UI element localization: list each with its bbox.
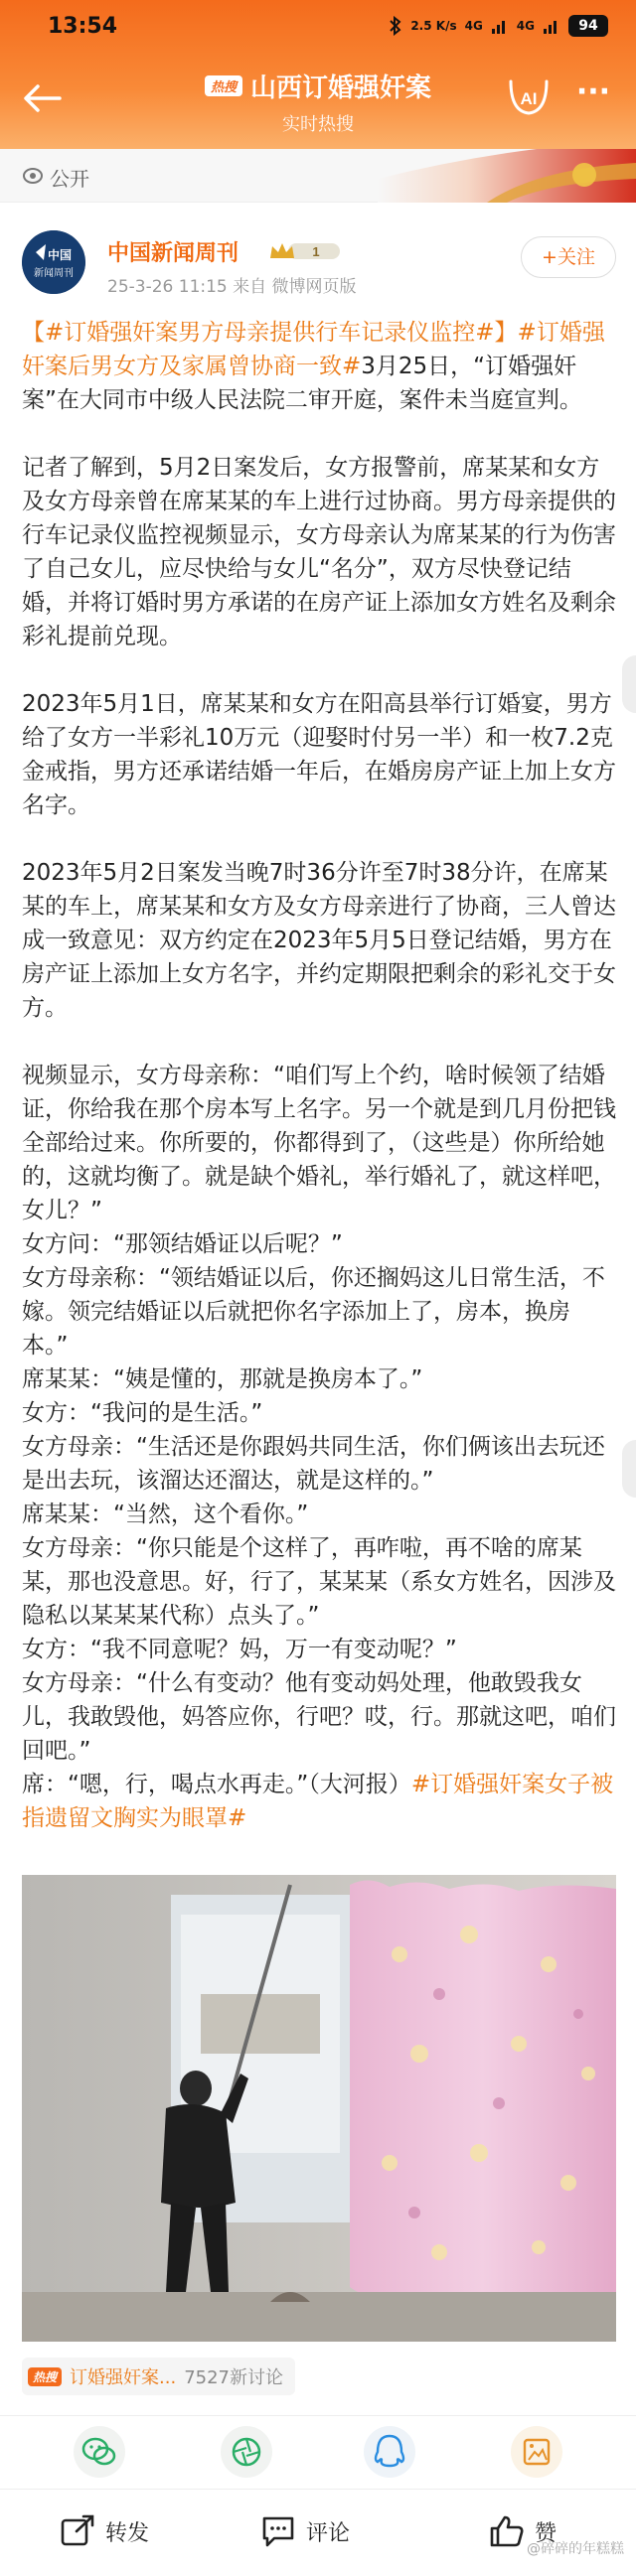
dialogue-line: 女方问：“那领结婚证以后呢？” bbox=[22, 1231, 343, 1257]
photo-illustration bbox=[22, 1875, 616, 2342]
topic-discussion-count: 7527新讨论 bbox=[184, 2367, 283, 2388]
post-meta: 25-3-26 11:15 来自 微博网页版 bbox=[107, 277, 357, 297]
watermark: @碎碎的年糕糕 bbox=[527, 2541, 624, 2557]
topic-title: 订婚强奸案... bbox=[70, 2367, 177, 2388]
signal-bars-icon-2 bbox=[543, 17, 560, 35]
dialogue-line: 女方：“我问的是生活。” bbox=[22, 1400, 263, 1426]
dialogue-line: 女方母亲：“什么有变动？他有变动妈处理，他敢毁我女儿，我敢毁他，妈答应你，行吧？哎，行。那就这吧，咱们回吧。” bbox=[22, 1670, 616, 1764]
author-name[interactable]: 中国新闻周刊 bbox=[107, 241, 239, 266]
like-label: 赞 bbox=[535, 2520, 557, 2546]
status-bar bbox=[0, 0, 636, 56]
thumbs-up-icon bbox=[489, 2514, 525, 2548]
hot-search-badge: 热搜 bbox=[205, 75, 242, 96]
dialogue-line: 女方：“我不同意呢？妈，万一有变动呢？” bbox=[22, 1637, 457, 1662]
intro-text: 3月25日，“订婚强奸案”在大同市中级人民法院二审开庭，案件未当庭宣判。 bbox=[22, 354, 582, 413]
repost-label: 转发 bbox=[105, 2520, 150, 2546]
dialogue-line: 女方母亲称：“领结婚证以后，你还搁妈这儿日常生活，不嫁。领完结婚证以后就把你名字添加上了，房本，换房本。” bbox=[22, 1265, 605, 1359]
battery-indicator: 94 bbox=[568, 15, 608, 37]
more-icon[interactable]: ··· bbox=[575, 74, 611, 109]
vip-crown-icon bbox=[268, 240, 342, 262]
page-subtitle: 实时热搜 bbox=[282, 114, 354, 135]
hashtag-link[interactable]: #订婚强奸案后男女方及家属曾协商一致# bbox=[22, 320, 605, 379]
eye-icon bbox=[22, 165, 44, 187]
flag-banner-icon bbox=[378, 149, 636, 203]
author-logo-icon bbox=[22, 230, 85, 294]
repost-button[interactable] bbox=[60, 2509, 149, 2553]
paragraph: 2023年5月1日，席某某和女方在阳高县举行订婚宴，男方给了女方一半彩礼10万元（迎娶时付另一半）和一枚7.2克金戒指，男方还承诺结婚一年后，在婚房房产证上加上女方名字。 bbox=[22, 691, 616, 818]
paragraph: 记者了解到，5月2日案发后，女方报警前，席某某和女方及女方母亲曾在席某某的车上进行过协商。男方母亲提供的行车记录仪监控视频显示，女方母亲认为席某某的行为伤害了自己女儿，应尽快给与女儿“名分”，双方尽快登记结婚，并将订婚时男方承诺的在房产证上添加女方姓名及剩余彩礼提前兑现。 bbox=[22, 455, 616, 649]
bluetooth-icon bbox=[389, 16, 402, 36]
status-icons bbox=[389, 15, 608, 37]
dialogue-block bbox=[22, 1059, 616, 1835]
hashtag-link[interactable]: #订婚强奸案女子被指遗留文胸实为眼罩# bbox=[22, 1772, 614, 1831]
svg-text:AI: AI bbox=[520, 89, 538, 108]
top-nav bbox=[0, 56, 636, 145]
svg-text:中国: 中国 bbox=[47, 248, 73, 262]
status-time: 13:54 bbox=[48, 14, 118, 39]
author-row bbox=[0, 207, 636, 306]
last-line: 席：“嗯，行，喝点水再走。”（大河报） bbox=[22, 1772, 411, 1797]
vip-level: 1 bbox=[312, 244, 320, 259]
dialogue-line: 女方母亲：“生活还是你跟妈共同生活，你们俩该出去玩还是出去玩，该溜达还溜达，就是这样的。” bbox=[22, 1434, 605, 1494]
side-scroll-handle[interactable] bbox=[622, 1440, 636, 1498]
hot-topic-chip[interactable] bbox=[22, 2358, 295, 2395]
post-intro bbox=[22, 316, 616, 417]
ai-icon[interactable] bbox=[507, 77, 551, 117]
visibility-row bbox=[0, 149, 636, 203]
repost-icon bbox=[60, 2514, 95, 2548]
dialogue-line-last bbox=[22, 1768, 616, 1835]
hashtag-link[interactable]: 【#订婚强奸案男方母亲提供行车记录仪监控#】 bbox=[22, 320, 518, 346]
network-speed: 2.5 K/s bbox=[410, 19, 457, 33]
svg-text:新闻周刊: 新闻周刊 bbox=[34, 268, 74, 279]
moments-icon[interactable] bbox=[217, 2424, 276, 2480]
paragraph: 2023年5月2日案发当晚7时36分许至7时38分许，在席某某的车上，席某某和女方及女方母亲进行了协商，三人曾达成一致意见：双方约定在2023年5月5日登记结婚，男方在房产证上添加上女方名字，并约定期限把剩余的彩礼交于女方。 bbox=[22, 860, 616, 1021]
comment-button[interactable] bbox=[260, 2509, 350, 2553]
post-content bbox=[22, 316, 616, 1835]
page-title: 山西订婚强奸案 bbox=[250, 73, 432, 103]
dialogue-line: 女方母亲：“你只能是个这样了，再咋啦，再不啥的席某某，那也没意思。好，行了，某某某（系女方姓名，因涉及隐私以某某某代称）点头了。” bbox=[22, 1535, 616, 1629]
avatar[interactable] bbox=[22, 230, 85, 294]
dialogue-line: 席某某：“当然，这个看你。” bbox=[22, 1502, 309, 1527]
side-scroll-handle[interactable] bbox=[622, 655, 636, 713]
comment-label: 评论 bbox=[306, 2520, 351, 2546]
save-image-icon[interactable] bbox=[507, 2424, 566, 2480]
signal-bars-icon bbox=[491, 17, 509, 35]
share-row bbox=[0, 2415, 636, 2485]
visibility-label: 公开 bbox=[50, 167, 89, 191]
signal-4g-1: 4G bbox=[464, 19, 483, 33]
follow-button[interactable]: +关注 bbox=[521, 236, 616, 278]
post-photo[interactable] bbox=[22, 1875, 616, 2342]
bottom-action-bar bbox=[0, 2489, 636, 2576]
comment-icon bbox=[260, 2514, 296, 2548]
qq-icon[interactable] bbox=[360, 2424, 419, 2480]
dialogue-line: 视频显示，女方母亲称：“咱们写上个约，啥时候领了结婚证，你给我在那个房本写上名字。另一个就是到几月份把钱全部给过来。你所要的，你都得到了，（这些是）你所给她的，这就均衡了。就是缺个婚礼，举行婚礼了，就这样吧，女儿？” bbox=[22, 1063, 616, 1223]
hot-search-badge: 热搜 bbox=[28, 2367, 62, 2386]
wechat-icon[interactable] bbox=[70, 2424, 129, 2480]
dialogue-line: 席某某：“姨是懂的，那就是换房本了。” bbox=[22, 1366, 423, 1392]
signal-4g-2: 4G bbox=[516, 19, 535, 33]
